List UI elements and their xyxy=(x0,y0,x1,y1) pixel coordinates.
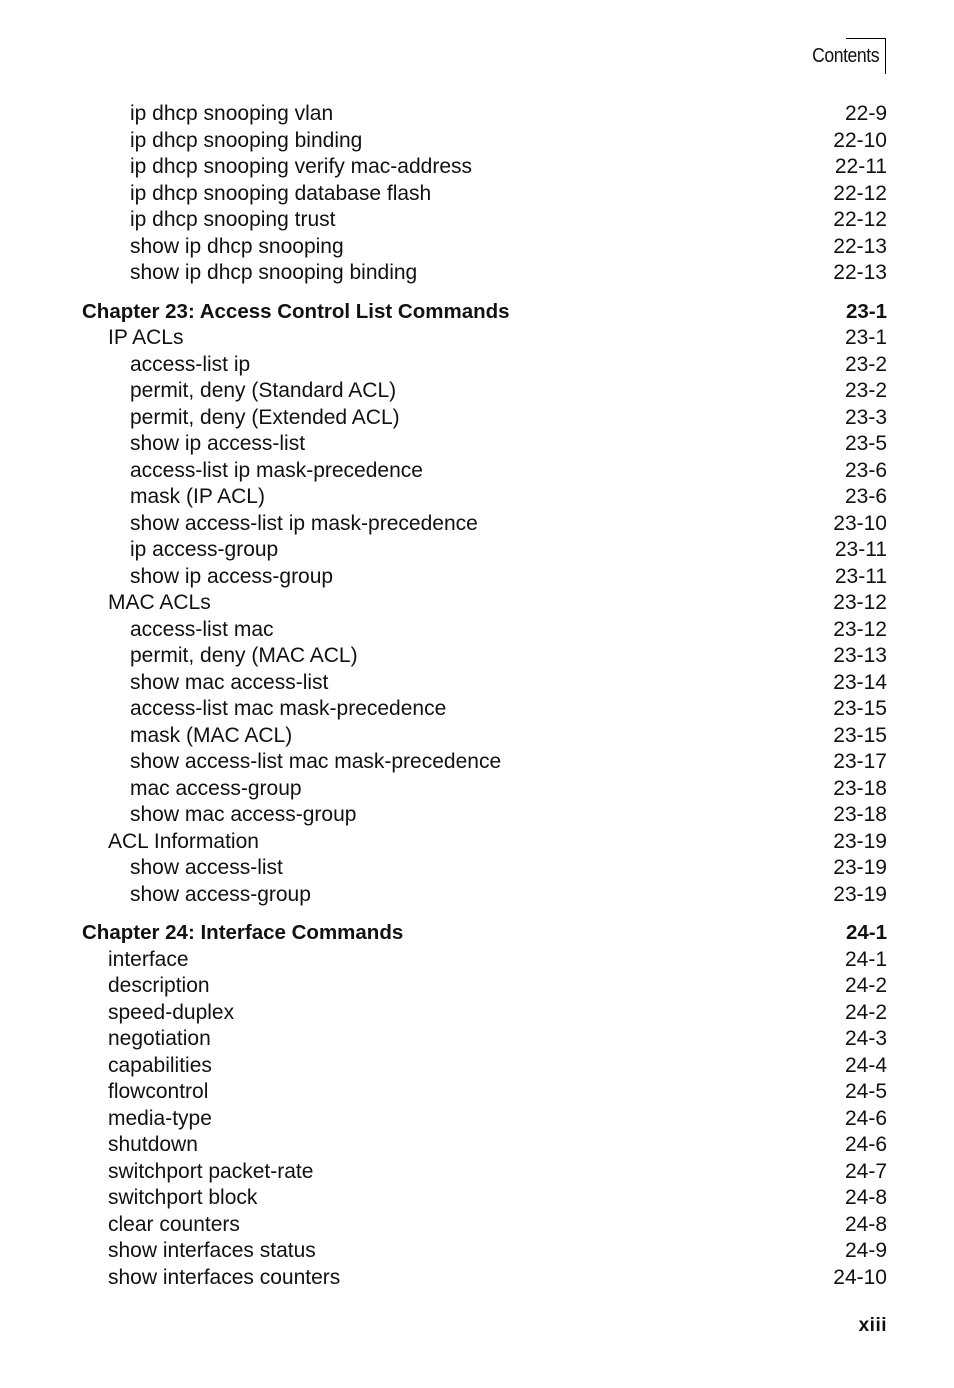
toc-entry-title: access-list ip xyxy=(130,352,251,376)
toc-section-entry[interactable] xyxy=(82,590,887,617)
toc-subsection-entry[interactable] xyxy=(82,378,887,405)
toc-entry-title: switchport packet-rate xyxy=(108,1159,314,1183)
toc-section-entry[interactable] xyxy=(82,1238,887,1265)
page-number: xiii xyxy=(858,1315,887,1336)
toc-subsection-entry[interactable] xyxy=(82,234,887,261)
toc-subsection-entry[interactable] xyxy=(82,207,887,234)
toc-entry-page: 23-3 xyxy=(844,405,887,429)
toc-entry-page: 22-11 xyxy=(834,155,887,178)
toc-entry-title: access-list ip mask-precedence xyxy=(130,458,423,482)
toc-subsection-entry[interactable] xyxy=(82,855,887,882)
toc-chapter-entry[interactable] xyxy=(82,299,887,326)
toc-subsection-entry[interactable] xyxy=(82,352,887,379)
toc-section-entry[interactable] xyxy=(82,947,887,974)
toc-entry-title: show access-group xyxy=(130,882,311,906)
toc-subsection-entry[interactable] xyxy=(82,511,887,538)
toc-subsection-entry[interactable] xyxy=(82,564,887,591)
toc-entry-title: Chapter 24: Interface Commands xyxy=(82,921,404,944)
toc-subsection-entry[interactable] xyxy=(82,723,887,750)
toc-entry-page: 23-14 xyxy=(833,670,887,694)
toc-section-entry[interactable] xyxy=(82,1212,887,1239)
toc-subsection-entry[interactable] xyxy=(82,776,887,803)
toc-entry-page: 23-1 xyxy=(844,326,887,349)
toc-section-entry[interactable] xyxy=(82,829,887,856)
toc-subsection-entry[interactable] xyxy=(82,405,887,432)
toc-entry-page: 23-15 xyxy=(833,697,887,720)
toc-entry-page: 24-2 xyxy=(844,1000,887,1024)
toc-entry-title: permit, deny (Extended ACL) xyxy=(130,405,400,429)
toc-subsection-entry[interactable] xyxy=(82,458,887,485)
toc-entry-page: 24-1 xyxy=(845,921,887,944)
toc-section-entry[interactable] xyxy=(82,1265,887,1292)
toc-subsection-entry[interactable] xyxy=(82,882,887,909)
toc-entry-page: 22-10 xyxy=(833,128,887,152)
toc-entry-title: description xyxy=(108,974,210,997)
toc-entry-page: 22-13 xyxy=(833,261,887,284)
toc-entry-page: 24-10 xyxy=(833,1265,887,1289)
toc-entry-title: speed-duplex xyxy=(108,1000,235,1024)
toc-entry-title: negotiation xyxy=(108,1027,211,1050)
toc-entry-title: access-list mac xyxy=(130,617,274,641)
toc-entry-title: media-type xyxy=(108,1106,212,1130)
toc-entry-page: 24-7 xyxy=(844,1159,887,1183)
toc-entry-title: access-list mac mask-precedence xyxy=(130,697,447,720)
toc-section-entry[interactable] xyxy=(82,973,887,1000)
toc-entry-page: 22-12 xyxy=(833,208,887,231)
toc-entry-title: permit, deny (Standard ACL) xyxy=(130,379,397,402)
toc-section-entry[interactable] xyxy=(82,1079,887,1106)
toc-subsection-entry[interactable] xyxy=(82,802,887,829)
toc-entry-page: 23-11 xyxy=(834,564,887,588)
toc-section-entry[interactable] xyxy=(82,1026,887,1053)
toc-subsection-entry[interactable] xyxy=(82,749,887,776)
toc-entry-title: ip dhcp snooping verify mac-address xyxy=(130,155,473,178)
toc-entry-page: 22-12 xyxy=(833,181,887,205)
toc-section-entry[interactable] xyxy=(82,325,887,352)
toc-entry-page: 24-6 xyxy=(844,1133,887,1156)
toc-entry-page: 23-2 xyxy=(844,352,887,376)
toc-entry-page: 24-1 xyxy=(844,947,887,971)
toc-entry-title: ip dhcp snooping trust xyxy=(130,208,336,231)
toc-section-entry[interactable] xyxy=(82,1159,887,1186)
toc-entry-title: show access-list ip mask-precedence xyxy=(130,511,478,535)
toc-entry-title: show access-list mac mask-precedence xyxy=(130,750,502,773)
toc-entry-page: 23-6 xyxy=(844,485,887,508)
toc-entry-title: show interfaces status xyxy=(108,1239,316,1262)
toc-entry-title: Chapter 23: Access Control List Commands xyxy=(82,299,510,323)
toc-subsection-entry[interactable] xyxy=(82,670,887,697)
toc-entry-title: show ip access-group xyxy=(130,564,334,588)
toc-entry-page: 23-5 xyxy=(844,432,887,455)
toc-entry-title: interface xyxy=(108,947,189,971)
running-header-label: Contents xyxy=(812,44,879,67)
toc-entry-page: 23-12 xyxy=(833,591,887,614)
toc-subsection-entry[interactable] xyxy=(82,484,887,511)
toc-entry-title: ip dhcp snooping binding xyxy=(130,128,363,152)
toc-entry-page: 23-18 xyxy=(833,776,887,800)
toc-section-entry[interactable] xyxy=(82,1000,887,1027)
toc-entry-page: 23-13 xyxy=(833,644,887,667)
toc-entry-title: clear counters xyxy=(108,1212,240,1236)
toc-entry-page: 24-8 xyxy=(844,1186,887,1209)
toc-entry-page: 23-17 xyxy=(833,750,887,773)
toc-entry-page: 23-19 xyxy=(833,882,887,906)
toc-subsection-entry[interactable] xyxy=(82,617,887,644)
toc-entry-page: 23-1 xyxy=(845,299,887,323)
toc-entry-title: show ip dhcp snooping binding xyxy=(130,261,418,284)
toc-entry-page: 23-19 xyxy=(833,829,887,853)
table-of-contents xyxy=(82,101,887,1291)
toc-entry-page: 23-19 xyxy=(833,856,887,879)
toc-subsection-entry[interactable] xyxy=(82,537,887,564)
toc-subsection-entry[interactable] xyxy=(82,128,887,155)
toc-section-entry[interactable] xyxy=(82,1185,887,1212)
toc-entry-page: 23-12 xyxy=(833,617,887,641)
toc-entry-page: 23-2 xyxy=(844,379,887,402)
toc-entry-page: 23-10 xyxy=(833,511,887,535)
toc-subsection-entry[interactable] xyxy=(82,643,887,670)
toc-entry-title: switchport block xyxy=(108,1186,258,1209)
toc-entry-page: 24-6 xyxy=(844,1106,887,1130)
toc-entry-title: show mac access-group xyxy=(130,803,357,826)
toc-entry-page: 24-2 xyxy=(844,974,887,997)
toc-entry-page: 24-5 xyxy=(844,1080,887,1103)
toc-entry-page: 22-13 xyxy=(833,234,887,258)
toc-entry-title: flowcontrol xyxy=(108,1080,209,1103)
toc-entry-title: mac access-group xyxy=(130,776,302,800)
toc-entry-page: 24-9 xyxy=(844,1239,887,1262)
toc-entry-page: 24-4 xyxy=(844,1053,887,1077)
toc-entry-title: mask (MAC ACL) xyxy=(130,723,293,747)
toc-section-entry[interactable] xyxy=(82,1132,887,1159)
toc-entry-page: 23-18 xyxy=(833,803,887,826)
toc-entry-page: 24-8 xyxy=(844,1212,887,1236)
toc-entry-page: 23-6 xyxy=(844,458,887,482)
toc-entry-title: ip dhcp snooping database flash xyxy=(130,181,432,205)
running-header xyxy=(803,38,886,74)
toc-entry-title: show mac access-list xyxy=(130,670,329,694)
toc-chapter-entry[interactable] xyxy=(82,920,887,947)
toc-entry-page: 23-15 xyxy=(833,723,887,747)
toc-entry-title: ACL Information xyxy=(108,829,259,853)
toc-entry-title: ip access-group xyxy=(130,538,279,561)
toc-section-entry[interactable] xyxy=(82,1053,887,1080)
toc-entry-title: show interfaces counters xyxy=(108,1265,341,1289)
toc-entry-page: 24-3 xyxy=(844,1027,887,1050)
toc-entry-title: permit, deny (MAC ACL) xyxy=(130,644,358,667)
toc-section-entry[interactable] xyxy=(82,1106,887,1133)
toc-entry-title: show ip access-list xyxy=(130,432,306,455)
toc-entry-title: shutdown xyxy=(108,1133,198,1156)
toc-entry-title: MAC ACLs xyxy=(108,591,211,614)
toc-entry-title: capabilities xyxy=(108,1053,212,1077)
toc-entry-title: show ip dhcp snooping xyxy=(130,234,344,258)
toc-subsection-entry[interactable] xyxy=(82,431,887,458)
toc-entry-title: show access-list xyxy=(130,856,283,879)
toc-subsection-entry[interactable] xyxy=(82,154,887,181)
toc-subsection-entry[interactable] xyxy=(82,260,887,287)
toc-entry-page: 23-11 xyxy=(834,538,887,561)
toc-entry-title: mask (IP ACL) xyxy=(130,485,265,508)
toc-subsection-entry[interactable] xyxy=(82,181,887,208)
toc-subsection-entry[interactable] xyxy=(82,101,887,128)
toc-subsection-entry[interactable] xyxy=(82,696,887,723)
toc-entry-title: ip dhcp snooping vlan xyxy=(130,102,334,125)
toc-entry-page: 22-9 xyxy=(844,102,887,125)
toc-entry-title: IP ACLs xyxy=(108,326,184,349)
